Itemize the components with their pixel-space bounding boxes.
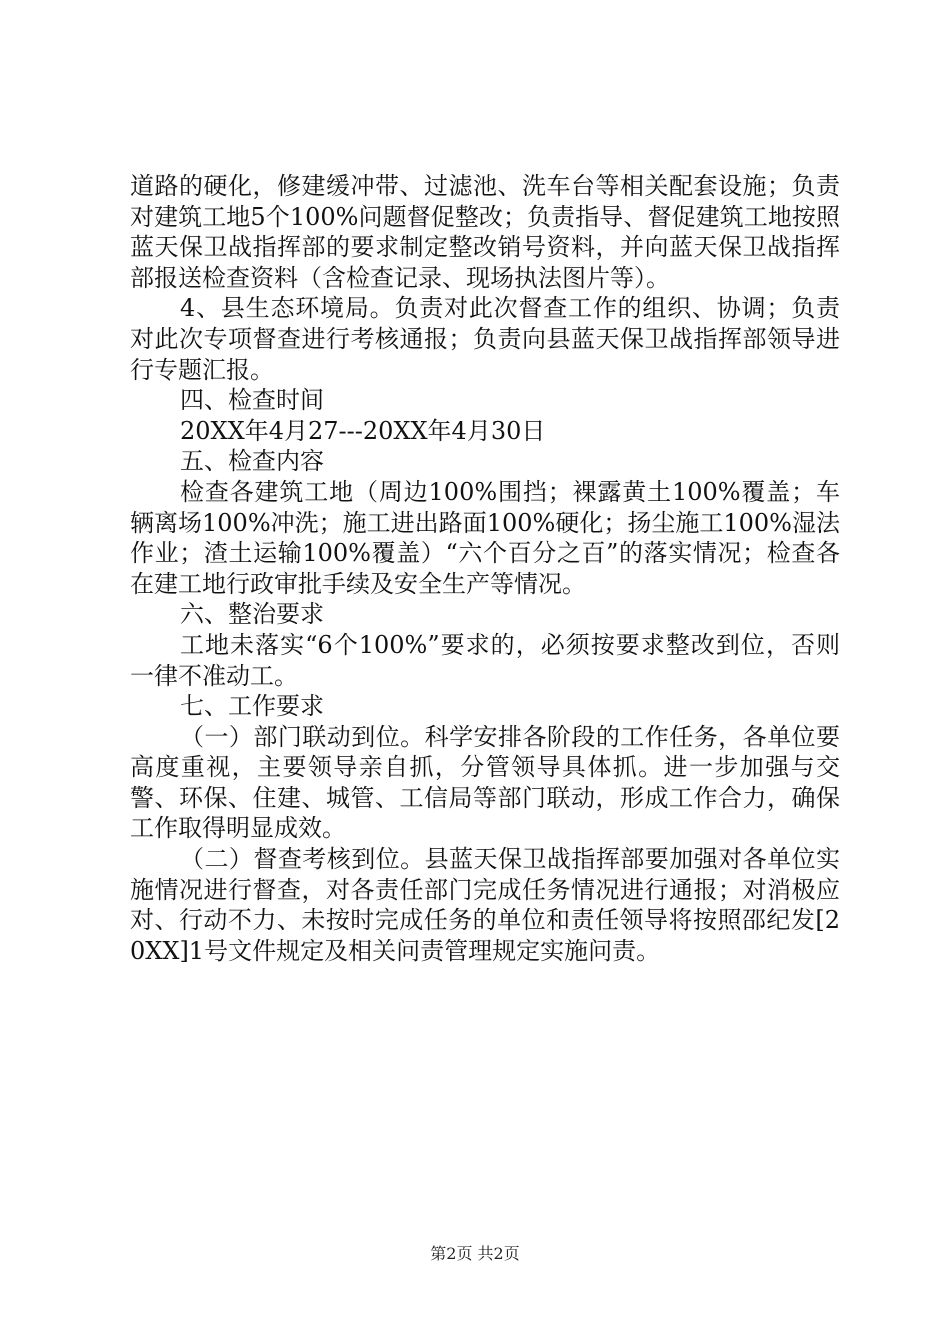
paragraph-facilities: 道路的硬化，修建缓冲带、过滤池、洗车台等相关配套设施；负责对建筑工地5个100%问题督促整改；负责指导、督促建筑工地按照蓝天保卫战指挥部的要求制定整改销号资料，并向蓝天保卫战指挥部报送检查资料（含检查记录、现场执法图片等）。 bbox=[130, 172, 840, 292]
paragraph-ecology-bureau: 4、县生态环境局。负责对此次督查工作的组织、协调；负责对此次专项督查进行考核通报；负责向县蓝天保卫战指挥部领导进行专题汇报。 bbox=[130, 294, 840, 384]
page-number-footer: 第2页 共2页 bbox=[430, 1244, 520, 1263]
paragraph-inspection-dates: 20XX年4月27---20XX年4月30日 bbox=[180, 416, 546, 445]
paragraph-inspection-content: 检查各建筑工地（周边100%围挡；裸露黄土100%覆盖；车辆离场100%冲洗；施工进出路面100%硬化；扬尘施工100%湿法作业；渣土运输100%覆盖）“六个百分之百”的落实情况；检查各在建工地行政审批手续及安全生产等情况。 bbox=[130, 477, 840, 598]
paragraph-supervision: （二）督查考核到位。县蓝天保卫战指挥部要加强对各单位实施情况进行督查，对各责任部门完成任务情况进行通报；对消极应对、行动不力、未按时完成任务的单位和责任领导将按照邵纪发[20XX]1号文件规定及相关问责管理规定实施问责。 bbox=[130, 845, 840, 965]
paragraph-department-linkage: （一）部门联动到位。科学安排各阶段的工作任务，各单位要高度重视，主要领导亲自抓，分管领导具体抓。进一步加强与交警、环保、住建、城管、工信局等部门联动，形成工作合力，确保工作取得明显成效。 bbox=[130, 722, 840, 843]
paragraph-rectification: 工地未落实“6个100%”要求的，必须按要求整改到位，否则一律不准动工。 bbox=[130, 630, 840, 690]
heading-work-requirements: 七、工作要求 bbox=[180, 692, 324, 721]
heading-rectification: 六、整治要求 bbox=[180, 600, 324, 629]
document-body bbox=[130, 171, 840, 966]
heading-inspection-time: 四、检查时间 bbox=[180, 386, 324, 415]
heading-inspection-content: 五、检查内容 bbox=[180, 447, 324, 476]
